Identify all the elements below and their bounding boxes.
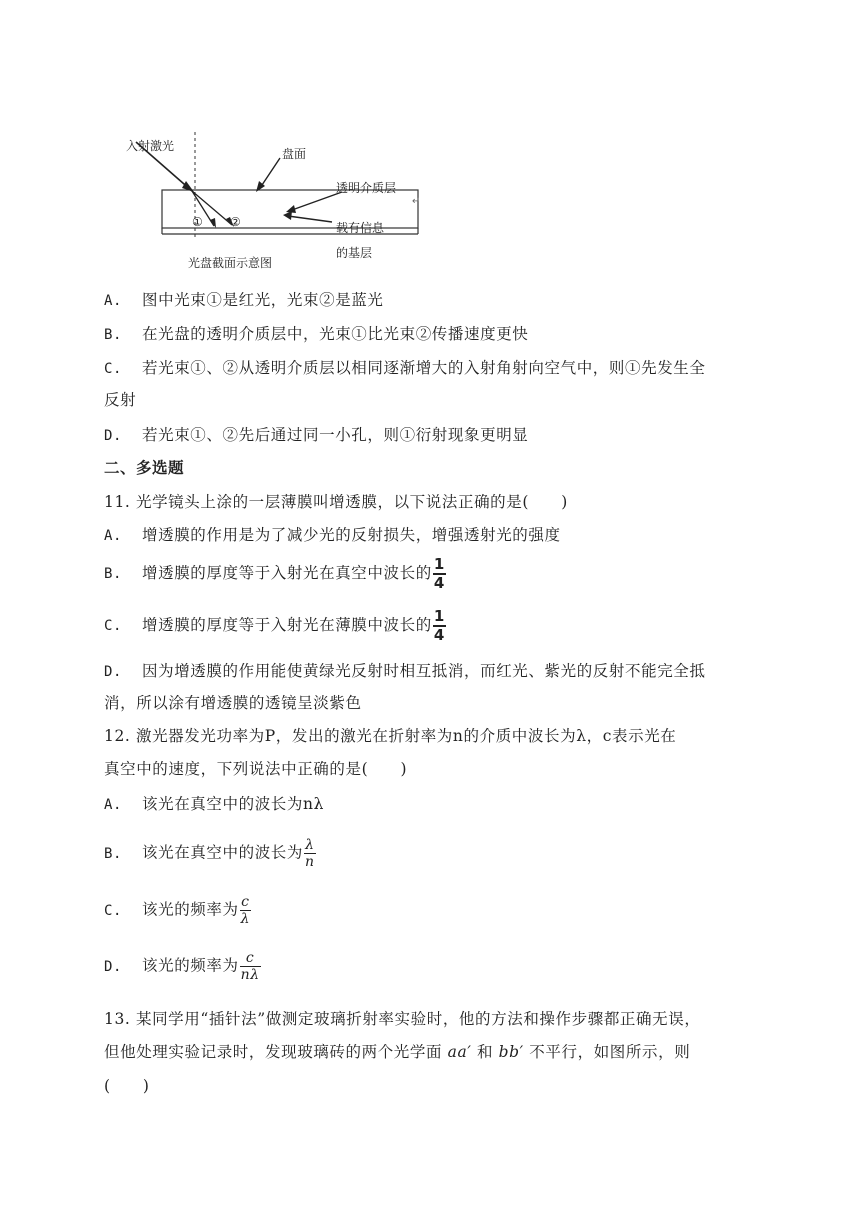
q10-option-a[interactable]: A. 图中光束①是红光，光束②是蓝光 (104, 291, 384, 309)
fraction-c-over-n-lambda: $\frac{c}{n\lambda}$ (240, 950, 260, 983)
q10-option-d[interactable]: D. 若光束①、②先后通过同一小孔，则①衍射现象更明显 (104, 426, 529, 444)
q13-stem-line3: ( ) (104, 1077, 150, 1095)
q12-stem-line2: 真空中的速度，下列说法中正确的是( ) (104, 760, 408, 778)
transparent-layer-label: 透明介质层 (336, 181, 397, 195)
face-aa-prime: aa′ (447, 1043, 472, 1061)
q13-stem-line2: 但他处理实验记录时，发现玻璃砖的两个光学面 aa′ 和 bb′ 不平行，如图所示，则 (104, 1043, 691, 1061)
optical-disc-cross-section-figure (120, 130, 440, 280)
q11-option-a[interactable]: A. 增透膜的作用是为了减少光的反射损失，增强透射光的强度 (104, 526, 561, 544)
beam-2-label: ② (230, 215, 241, 229)
q12-option-d[interactable]: D. 该光的频率为 $\frac{c}{n\lambda}$ (104, 950, 260, 983)
q10-option-b[interactable]: B. 在光盘的透明介质层中，光束①比光束②传播速度更快 (104, 325, 529, 343)
base-layer-label-1: 载有信息 (336, 221, 385, 235)
q11-option-d-continued: 消，所以涂有增透膜的透镜呈淡紫色 (104, 694, 362, 712)
q10-option-c[interactable]: C. 若光束①、②从透明介质层以相同逐渐增大的入射角射向空气中，则①先发生全 (104, 359, 706, 377)
q12-option-b[interactable]: B. 该光在真空中的波长为 $\frac{\lambda}{n}$ (104, 837, 315, 870)
disc-surface-label: 盘面 (282, 147, 307, 161)
incident-laser-label: 入射激光 (126, 139, 175, 153)
fraction-one-quarter: $\frac{1}{4}$ (433, 607, 445, 644)
fraction-lambda-over-n: $\frac{\lambda}{n}$ (305, 837, 315, 870)
section-title: 二、多选题 (104, 459, 185, 477)
q10-option-c-continued: 反射 (104, 391, 137, 409)
q11-option-c[interactable]: C. 增透膜的厚度等于入射光在薄膜中波长的 $\frac{1}{4}$ (104, 607, 445, 644)
return-mark: ↵ (412, 196, 421, 207)
beam-1-label: ① (192, 215, 203, 229)
fraction-one-quarter: $\frac{1}{4}$ (433, 555, 445, 592)
q12-option-c[interactable]: C. 该光的频率为 $\frac{c}{\lambda}$ (104, 894, 251, 927)
fraction-c-over-lambda: $\frac{c}{\lambda}$ (240, 894, 251, 927)
figure-caption: 光盘截面示意图 (188, 256, 273, 270)
face-bb-prime: bb′ (498, 1043, 524, 1061)
q12-stem-line1: 12. 激光器发光功率为P，发出的激光在折射率为n的介质中波长为λ，c表示光在 (104, 727, 677, 745)
base-layer-label-2: 的基层 (336, 246, 373, 260)
q11-option-b[interactable]: B. 增透膜的厚度等于入射光在真空中波长的 $\frac{1}{4}$ (104, 555, 445, 592)
q13-stem-line1: 13. 某同学用“插针法”做测定玻璃折射率实验时，他的方法和操作步骤都正确无误， (104, 1010, 701, 1028)
q12-option-a[interactable]: A. 该光在真空中的波长为nλ (104, 795, 325, 813)
q11-option-d[interactable]: D. 因为增透膜的作用能使黄绿光反射时相互抵消，而红光、紫光的反射不能完全抵 (104, 662, 706, 680)
q11-stem: 11. 光学镜头上涂的一层薄膜叫增透膜，以下说法正确的是( ) (104, 493, 568, 511)
